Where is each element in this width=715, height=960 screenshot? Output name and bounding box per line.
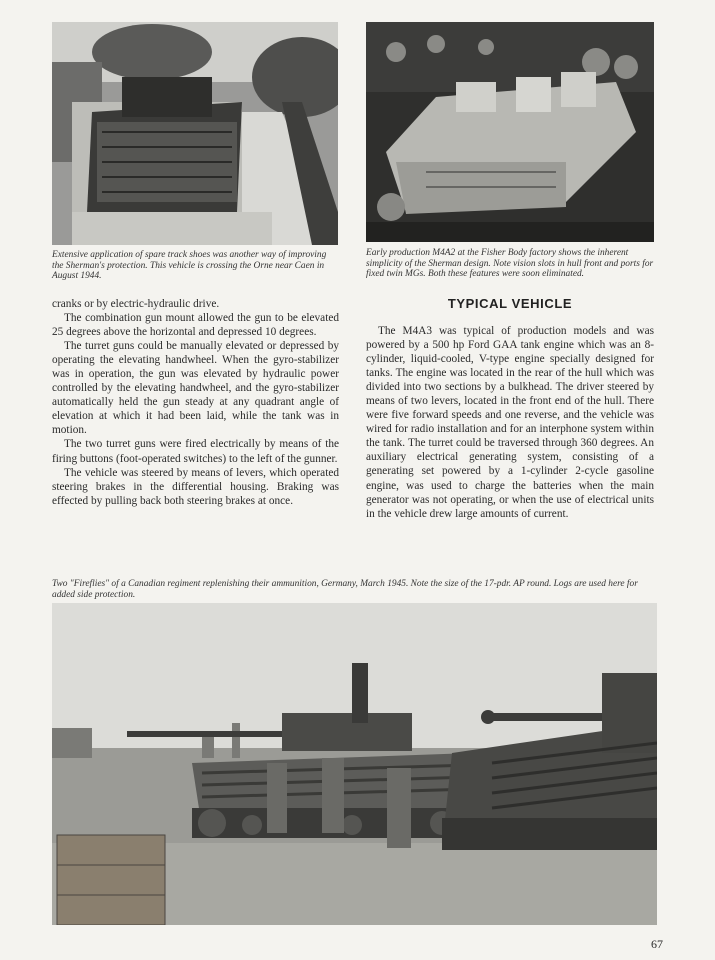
- photo-fireflies-image: [52, 603, 657, 925]
- caption-sherman-track-shoes: Extensive application of spare track shoes was another way of improving the Sherman's protection. This vehicle is crossing the Orne near Caen in August 1944.: [52, 250, 327, 282]
- page-number: 67: [651, 937, 663, 951]
- photo-fireflies-replenishing: [52, 603, 657, 925]
- photo-sherman-bridge-image: [52, 22, 338, 245]
- photo-sherman-crossing-orne: [52, 22, 338, 245]
- text-column-right: [366, 324, 654, 521]
- paragraph: The vehicle was steered by means of levers, which operated steering brakes in the differential housing. Braking was effected by pulling back both steering brakes at once.: [52, 466, 339, 507]
- paragraph: The turret guns could be manually elevated or depressed by operating the elevating handwheel. When the gyro-stabilizer was in operation, the gun was elevated by hydraulic power controlled by the elevating handwheel, and the gyro-stabilizer automatically held the gun steady at any quadrant angle of elevation at which it had been laid, while the tank was in motion.: [52, 340, 339, 437]
- text-column-left: [52, 297, 339, 508]
- photo-m4a2-hull-image: [366, 22, 654, 242]
- paragraph: The two turret guns were fired electrically by means of the firing buttons (foot-operated switches) to the left of the gunner.: [52, 438, 339, 465]
- section-heading: TYPICAL VEHICLE: [447, 296, 573, 311]
- caption-fireflies: Two "Fireflies" of a Canadian regiment replenishing their ammunition, Germany, March 1945. Note the size of the 17-pdr. AP round. Logs are used here for added side protection.: [52, 579, 638, 600]
- paragraph: The combination gun mount allowed the gun to be elevated 25 degrees above the horizontal and depressed 10 degrees.: [52, 312, 339, 339]
- photo-m4a2-fisher-factory: [366, 22, 654, 242]
- caption-m4a2-fisher-body: Early production M4A2 at the Fisher Body factory shows the inherent simplicity of the Sherman design. Note vision slots in hull front and ports for fixed twin MGs. Both these features were soon eliminated.: [366, 248, 654, 280]
- paragraph: cranks or by electric-hydraulic drive.: [52, 298, 220, 310]
- paragraph: The M4A3 was typical of production models and was powered by a 500 hp Ford GAA tank engine which was an 8-cylinder, liquid-cooled, V-type engine specially designed for tanks. The engine was located in the rear of the hull which was divided into two sections by a bulkhead. The driver steered by means of two levers, located in the front end of the hull. There were five forward speeds and one reverse, and the vehicle was wired for radio installation and for an interphone system within the tank. The turret could be traversed through 360 degrees. An auxiliary electrical generating system, consisting of a generating set powered by a 1-cylinder 2-cycle gasoline engine, was used to charge the batteries when the main generator was not operating, or when the use of electrical units in the vehicle drew large amounts of current.: [366, 325, 654, 520]
